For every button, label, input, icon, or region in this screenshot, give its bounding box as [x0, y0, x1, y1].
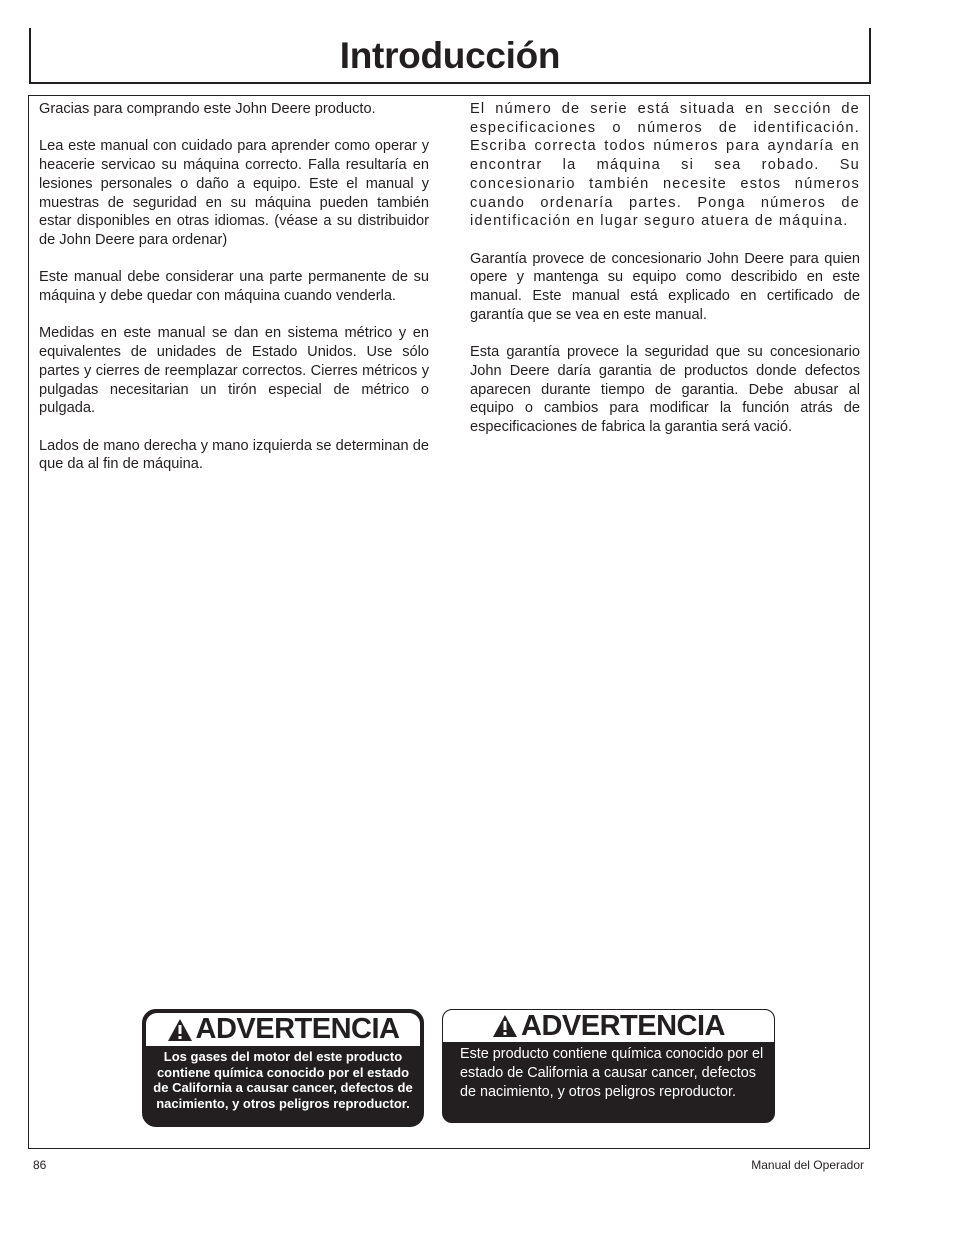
right-column: [470, 100, 860, 455]
warning-heading-text: ADVERTENCIA: [195, 1013, 400, 1045]
manual-name: Manual del Operador: [751, 1158, 864, 1172]
left-column: [39, 100, 429, 493]
paragraph: Este manual debe considerar una parte permanente de su máquina y debe quedar con máquina cuando venderla.: [39, 269, 429, 304]
header-box: [29, 28, 871, 84]
warning-heading: [146, 1013, 420, 1046]
page-title: Introducción: [339, 35, 561, 76]
warning-heading-text: ADVERTENCIA: [521, 1009, 725, 1042]
warning-text: Los gases del motor del este producto contiene química conocido por el estado de California a causar cancer, defectos de nacimiento, y otros peligros reproductor.: [153, 1049, 413, 1111]
paragraph: Lea este manual con cuidado para aprender como operar y heacerie servicao su máquina correcto. Falla resultaría en lesiones personales o daño a equipo. Este el manual y muestras de seguridad en su máquina pueden también estar disponibles en otras idiomas. (véase a su distribuidor de John Deere para ordenar): [39, 138, 429, 248]
content-box: [28, 95, 870, 1149]
paragraph: Medidas en este manual se dan en sistema métrico y en equivalentes de unidades de Estado Unidos. Use sólo partes y cierres de reemplazar correctos. Cierres métricos y pulgadas necesitarian un tirón especial de métrico o pulgada.: [39, 325, 429, 417]
paragraph: Esta garantía provece la seguridad que su concesionario John Deere daría garantia de productos donde defectos aparecen durante tiempo de garantia. Debe abusar al equipo o cambios para modificar la función atrás de especificaciones de fabrica la garantia será vació.: [470, 344, 860, 435]
warning-label-engine-exhaust: [142, 1009, 424, 1127]
paragraph: Lados de mano derecha y mano izquierda se determinan de que da al fin de máquina.: [39, 437, 429, 473]
paragraph: El número de serie está situada en sección de especificaciones o números de identificación. Escriba correcta todos números para ayndaría en encontrar la máquina si sea robado. Su concesionario también necesite estos números cuando ordenaría partes. Ponga números de identificación en lugar seguro atuera de máquina.: [470, 101, 860, 230]
paragraph: Garantía provece de concesionario John Deere para quien opere y mantenga su equipo como describido en este manual. Este manual está explicado en certificado de garantía que se vea en este manual.: [470, 250, 860, 323]
warning-triangle-icon: [492, 1014, 518, 1038]
page-number: 86: [33, 1158, 47, 1172]
warning-label-product: [442, 1009, 775, 1123]
paragraph: Gracias para comprando este John Deere producto.: [39, 101, 376, 117]
warning-heading: [443, 1010, 774, 1042]
warning-triangle-icon: [167, 1018, 193, 1042]
warning-text: Este producto contiene química conocido por el estado de California a causar cancer, defectos de nacimiento, y otros peligros reproductor.: [460, 1046, 764, 1100]
